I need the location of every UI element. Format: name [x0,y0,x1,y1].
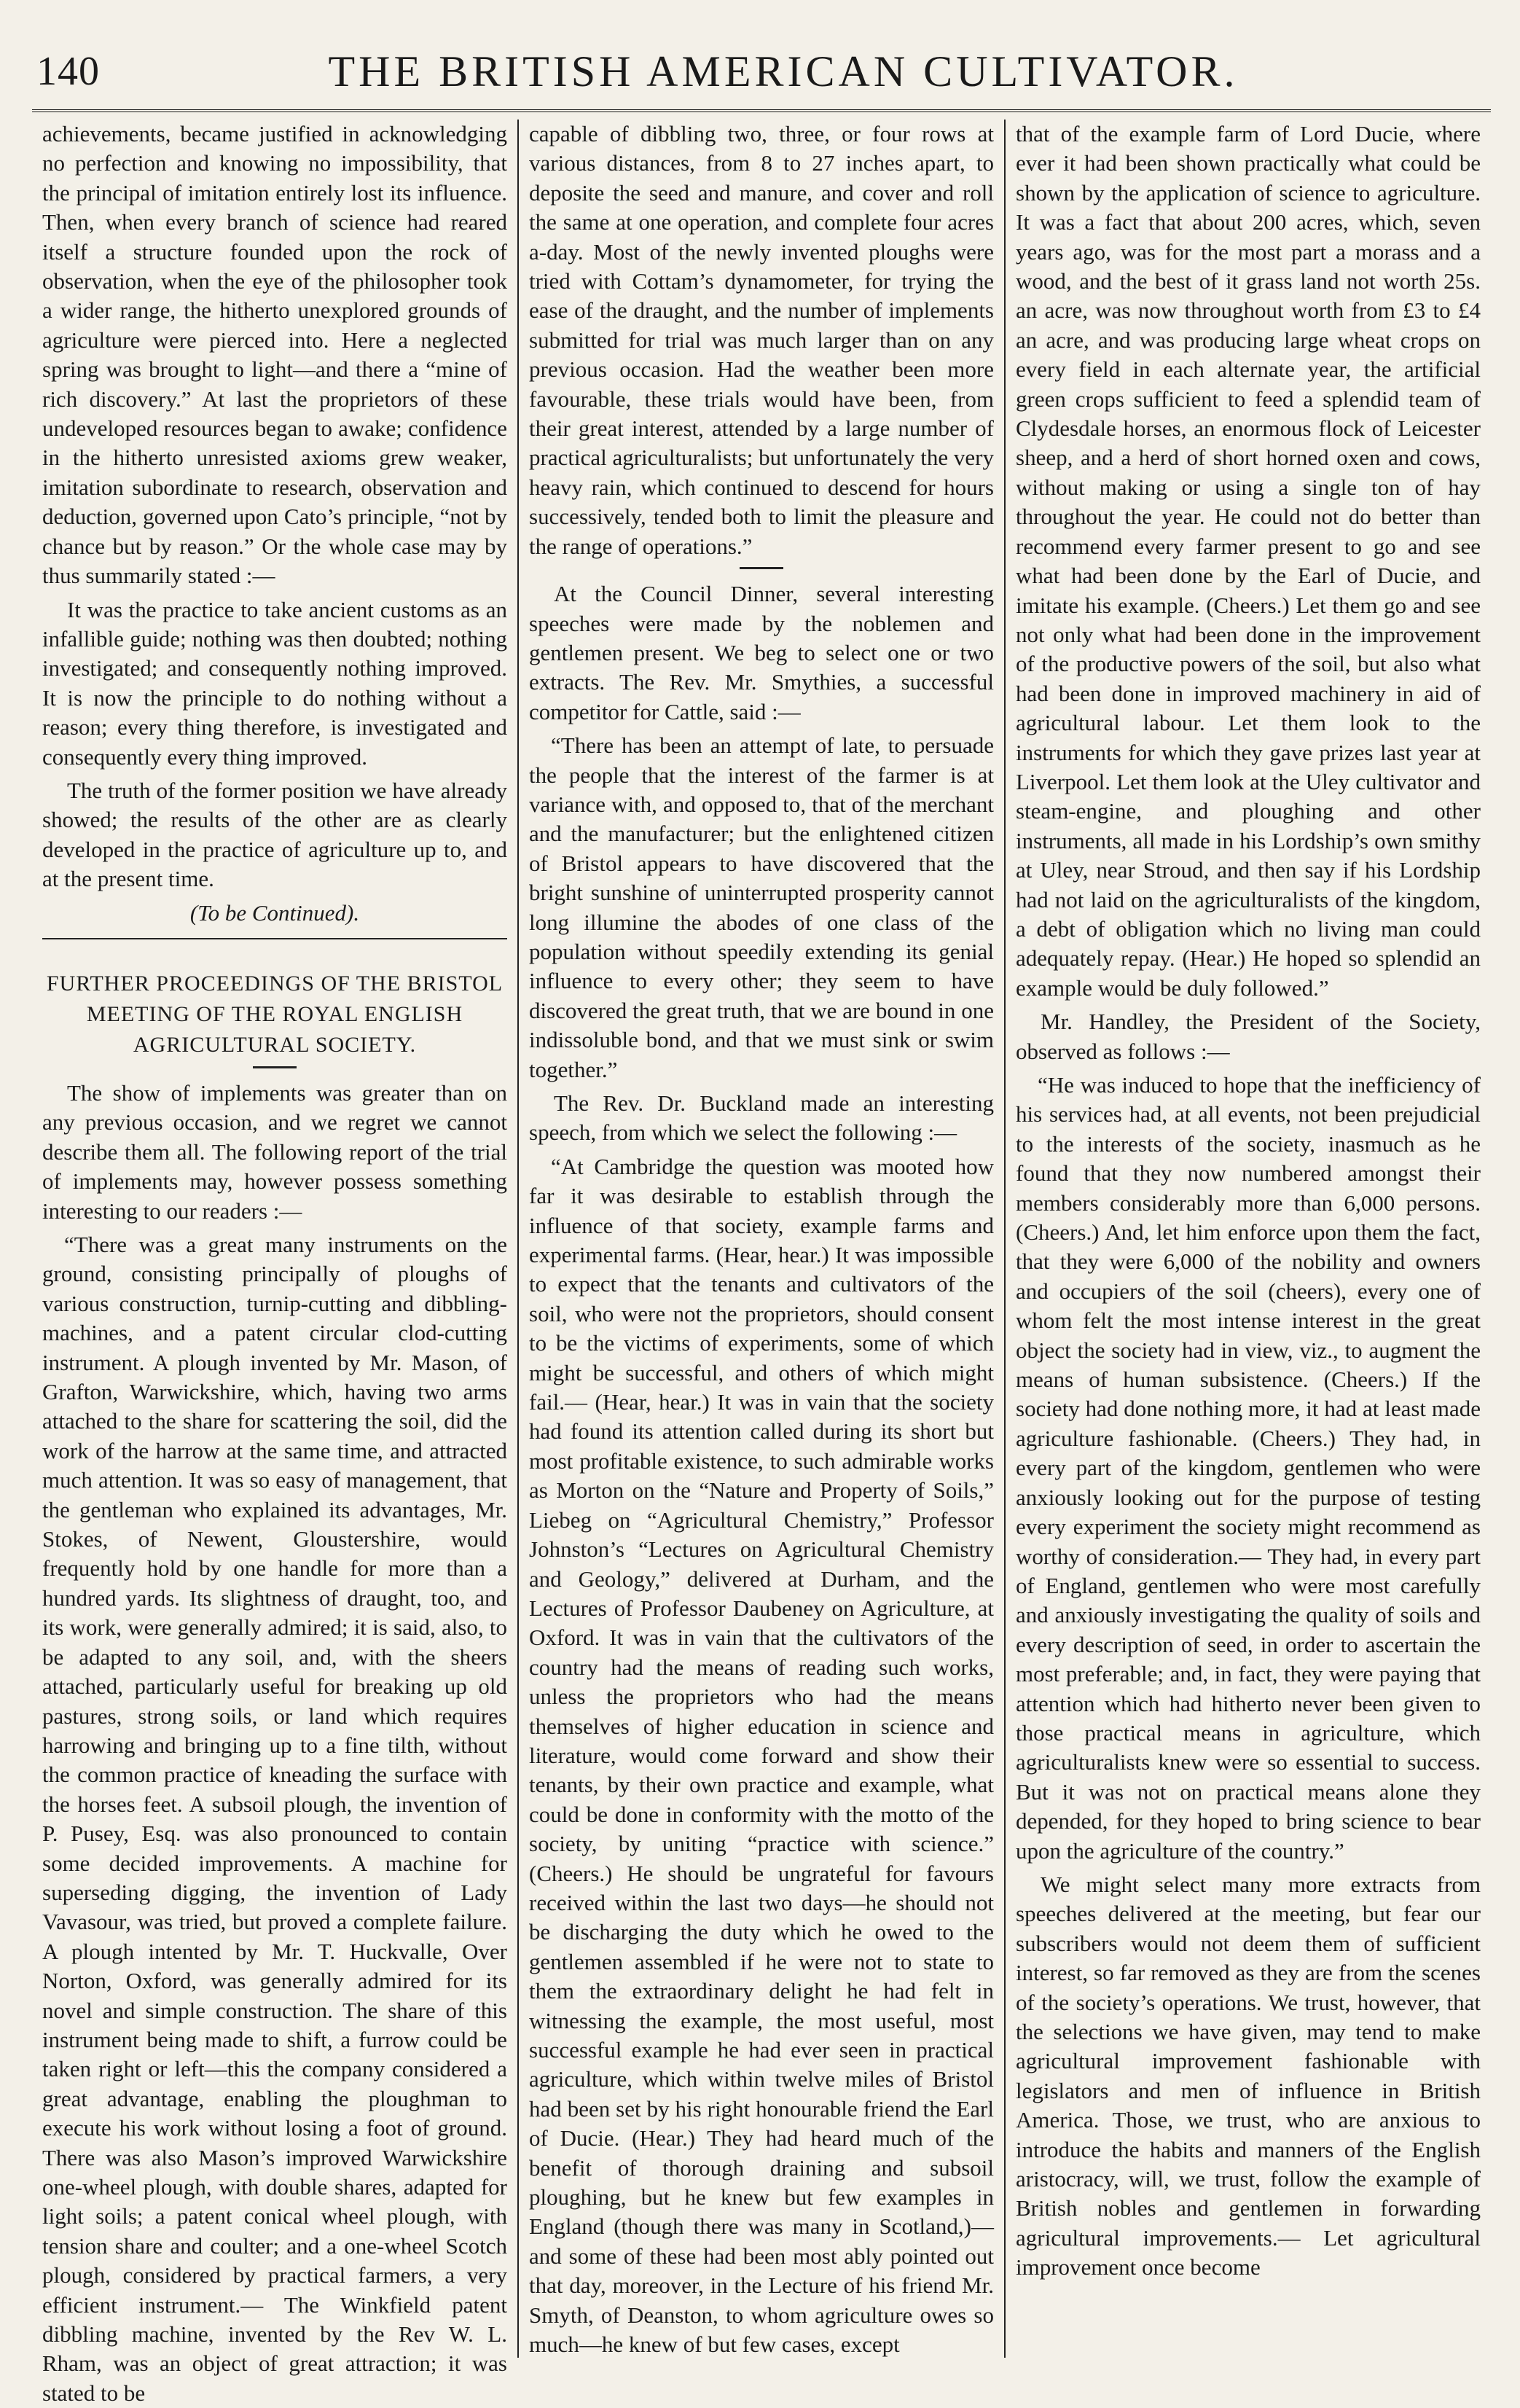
paragraph: The Rev. Dr. Buckland made an interesting speech, from which we select the following :— [529,1090,994,1146]
section-rule [42,938,507,939]
text-columns [32,120,1491,2406]
column-2 [517,120,1004,2358]
paragraph: At the Council Dinner, several interesting speeches were made by the noblemen and gentlemen present. We beg to select one or two extracts. The Rev. Mr. Smythies, a successful competitor for Cattle, said :— [529,581,994,724]
paragraph: capable of dibbling two, three, or four rows at various distances, from 8 to 27 inches apart, to deposite the seed and manure, and cover and roll the same at one operation, and complete four acres a-day. Most of the newly invented ploughs were tried with Cottam’s dynamometer, for trying the ease of the draught, and the number of implements submitted for trial was much larger than on any previous occasion. Had the weather been more favourable, these trials would have been, from their great interest, attended by a large number of practical agriculturalists; but unfortunately the very heavy rain, which continued to descend for hours successively, tended both to limit the pleasure and the range of operations.” [529,121,994,559]
quoted-paragraph: “There has been an attempt of late, to persuade the people that the interest of the farmer is at variance with, and opposed to, that of the merchant and the manufacturer; but the enlightened citizen of Bristol appears to have discovered that the bright sunshine of uninterrupted prosperity cannot long illumine the abodes of one class of the population without speedily extending its genial influence to every other; they seem to have discovered the great truth, that we are bound in one indissoluble bond, and that we must sink or swim together.” [529,732,994,1082]
heading-divider [253,1066,297,1068]
quoted-paragraph: “At Cambridge the question was mooted how far it was desirable to establish through the influence of that society, example farms and experimental farms. (Hear, hear.) It was impossible to expect that the tenants and cultivators of the soil, who were not the proprietors, should consent to be the victims of experiments, some of which might be successful, and others of which might fail.— (Hear, hear.) It was in vain that the society had found its attention called during its short but most profitable existence, to such admirable works as Morton on the “Nature and Property of Soils,” Liebeg on “Agricultural Chemistry,” Professor Johnston’s “Lectures on Agricultural Chemistry and Geology,” delivered at Durham, and the Lectures of Professor Daubeney on Agriculture, at Oxford. It was in vain that the cultivators of the country had the means of reading such works, unless the proprietors who had the means themselves of higher education in science and literature, would come forward and show their tenants, by their own practice and example, what could be done in conformity with the motto of the society, by uniting “practice with science.” (Cheers.) He should be ungrateful for favours received within the last two days—he should not be discharging the duty which he owed to the gentlemen assembled if he were not to state to them the extraordinary delight he had felt in witnessing the example, the most useful, most successful example he had ever seen in practical agriculture, which within twelve miles of Bristol had been set by his right honourable friend the Earl of Ducie. (Hear.) They had heard much of the benefit of thorough draining and subsoil ploughing, but he knew but few examples in England (though there was many in Scotland,)—and some of these had been most ably pointed out that day, moreover, in the Lecture of his friend Mr. Smyth, of Deanston, to whom agriculture owes so much—he knew of but few cases, except [529,1153,994,2358]
page-number: 140 [36,49,100,94]
paragraph: Mr. Handley, the President of the Society, observed as follows :— [1016,1009,1481,1064]
article-heading: FURTHER PROCEEDINGS OF THE BRISTOL MEETING OF THE ROYAL ENGLISH AGRICULTURAL SOCIETY. [46,971,504,1057]
quoted-paragraph: “He was induced to hope that the inefficiency of his services had, at all events, not been prejudicial to the interests of the society, inasmuch as he found that they now numbered amongst their members considerably more than 6,000 persons. (Cheers.) And, let him enforce upon them the fact, that they were 6,000 of the nobility and owners and occupiers of the soil (cheers), every one of whom felt the most intense interest in the great object the society had in view, viz., to augment the means of human subsistence. (Cheers.) If the society had done nothing more, it had at least made agriculture fashionable. (Cheers.) They had, in every part of the kingdom, gentlemen who were anxiously looking out for the purpose of testing every experiment the society might recommend as worthy of consideration.— They had, in every part of England, gentlemen who were most carefully and anxiously investigating the quality of soils and every description of seed, in order to ascertain the most preferable; and, in fact, they were paying that attention which had hitherto never been given to those practical means in agriculture, which agriculturalists knew were so essential to success. But it was not on practical means alone they depended, for they hoped to bring science to bear upon the agriculture of the country.” [1016,1072,1481,1864]
section-divider [740,567,783,569]
continued-note: (To be Continued). [189,899,360,926]
paragraph: It was the practice to take ancient customs as an infallible guide; nothing was then doubted; nothing investigated; and consequently nothing improved. It is now the principle to do nothing without a reason; every thing therefore, is investigated and consequently every thing improved. [42,596,507,770]
paragraph: The show of implements was greater than on any previous occasion, and we regret we cannot describe them all. The following report of the trial of implements may, however possess something interesting to our readers :— [42,1079,507,1224]
masthead [32,44,1491,112]
column-3 [1004,120,1491,2358]
running-title: THE BRITISH AMERICAN CULTIVATOR. [328,47,1239,95]
paragraph: achievements, became justified in acknowledging no perfection and knowing no impossibility, that the principal of imitation entirely lost its influence. Then, when every branch of science had reared itself a structure founded upon the rock of observation, when the eye of the philosopher took a wider range, the hitherto unexplored grounds of agriculture were pierced into. Here a neglected spring was brought to light—and there a “mine of rich discovery.” At last the proprietors of these undeveloped resources began to awake; confidence in the hitherto unresisted axioms grew weaker, imitation subordinate to research, observation and deduction, governed upon Cato’s principle, “not by chance but by reason.” Or the whole case may by thus summarily stated :— [42,121,507,589]
column-1 [32,120,517,2406]
quoted-paragraph: “There was a great many instruments on the ground, consisting principally of ploughs of various construction, turnip-cutting and dibbling-machines, and a patent circular clod-cutting instrument. A plough invented by Mr. Mason, of Grafton, Warwickshire, which, having two arms attached to the share for scattering the soil, did the work of the harrow at the same time, and attracted much attention. It was so easy of management, that the gentleman who explained its advantages, Mr. Stokes, of Newent, Gloustershire, would frequently hold by one handle for more than a hundred yards. Its slightness of draught, too, and its work, were generally admired; it is said, also, to be adapted to any soil, and, with the sheers attached, particularly useful for breaking up old pastures, strong soils, or land which requires harrowing and bringing up to a fine tilth, without the common practice of kneading the surface with the horses feet. A subsoil plough, the invention of P. Pusey, Esq. was also pronounced to contain some decided improvements. A machine for superseding digging, the invention of Lady Vavasour, was tried, but proved a complete failure. A plough intented by Mr. T. Huckvalle, Over Norton, Oxford, was generally admired for its novel and simple construction. The share of this instrument being made to shift, a furrow could be taken right or left—this the company considered a great advantage, enabling the ploughman to execute his work without losing a foot of ground. There was also Mason’s improved Warwickshire one-wheel plough, with double shares, adapted for light soils; a patent conical wheel plough, with tension share and coulter; and a one-wheel Scotch plough, considered by practical farmers, a very efficient instrument.— The Winkfield patent dibbling machine, invented by the Rev W. L. Rham, was an object of great attraction; it was stated to be [42,1232,507,2406]
paragraph: that of the example farm of Lord Ducie, where ever it had been shown practically what could be shown by the application of science to agriculture. It was a fact that about 200 acres, which, seven years ago, was for the most part a morass and a wood, and the best of it grass land not worth 25s. an acre, was now throughout worth from £3 to £4 an acre, and was producing large wheat crops on every field in each alternate year, the artificial green crops sufficient to feed a splendid team of Clydesdale horses, an enormous flock of Leicester sheep, and a herd of short horned oxen and cows, without making or using a single ton of hay throughout the year. He could not do better than recommend every farmer present to go and see what had been done by the Earl of Ducie, and imitate his example. (Cheers.) Let them go and see not only what had been done in the improvement of the productive powers of the soil, but also what had been done in improved machinery in aid of agricultural labour. Let them look to the instruments for which they gave prizes last year at Liverpool. Let them look at the Uley cultivator and steam-engine, and ploughing and other instruments, all made in his Lordship’s own smithy at Uley, near Stroud, and then say if his Lordship had not laid on the agriculturalists of the kingdom, a debt of obligation which no living man could adequately repay. (Hear.) He hoped so splendid an example would be duly followed.” [1016,121,1481,1001]
paragraph: We might select many more extracts from speeches delivered at the meeting, but fear our subscribers would not deem them of sufficient interest, so far removed as they are from the scenes of the society’s operations. We trust, however, that the selections we have given, may tend to make agricultural improvement fashionable with legislators and men of influence in British America. Those, we trust, who are anxious to introduce the habits and manners of the English aristocracy, will, we trust, follow the example of British nobles and gentlemen in forwarding agricultural improvements.— Let agricultural improvement once become [1016,1871,1481,2280]
paragraph: The truth of the former position we have already showed; the results of the other are as clearly developed in the practice of agriculture up to, and at the present time. [42,777,507,892]
